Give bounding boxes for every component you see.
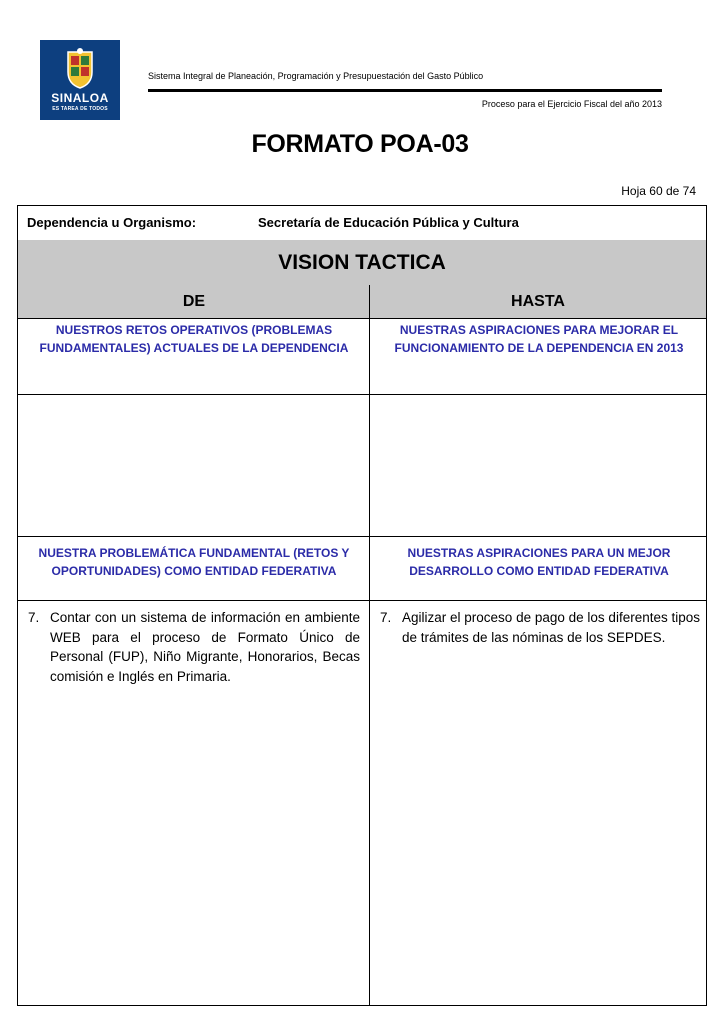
column-header-de: DE: [182, 293, 206, 310]
column-header-hasta: HASTA: [511, 293, 565, 310]
list-item: [28, 608, 360, 686]
item-text: Contar con un sistema de información en ambiente WEB para el proceso de Formato Único de Personal (FUP), Niño Migrante, Honorarios, Becas comisión e Inglés en Primaria.: [50, 610, 360, 684]
sinaloa-logo: [40, 40, 120, 120]
row-divider: [18, 536, 706, 537]
block1-right-heading: NUESTRAS ASPIRACIONES PARA MEJORAR EL FUNCIONAMIENTO DE LA DEPENDENCIA EN 2013: [394, 323, 684, 355]
coat-of-arms-icon: [62, 48, 98, 90]
block1-left-heading: NUESTROS RETOS OPERATIVOS (PROBLEMAS FUNDAMENTALES) ACTUALES DE LA DEPENDENCIA: [39, 323, 349, 355]
column-divider: [369, 285, 370, 1005]
vision-table: [17, 205, 707, 1006]
row-divider: [18, 394, 706, 395]
list-item: [380, 608, 700, 647]
section-title: VISION TACTICA: [18, 240, 706, 286]
dependency-label: Dependencia u Organismo:: [27, 215, 197, 230]
format-title: FORMATO POA-03: [251, 130, 469, 158]
item-number: 7.: [380, 610, 392, 625]
block2-left-heading: NUESTRA PROBLEMÁTICA FUNDAMENTAL (RETOS Y OPORTUNIDADES) COMO ENTIDAD FEDERATIVA: [38, 546, 350, 578]
header-divider: [148, 89, 662, 92]
page-counter: Hoja 60 de 74: [621, 184, 696, 198]
row-divider: [18, 600, 706, 601]
block2-right-heading: NUESTRAS ASPIRACIONES PARA UN MEJOR DESARROLLO COMO ENTIDAD FEDERATIVA: [407, 546, 671, 578]
logo-tagline: ES TAREA DE TODOS: [52, 106, 108, 112]
item-number: 7.: [28, 610, 40, 625]
fiscal-year-line: Proceso para el Ejercicio Fiscal del año 2013: [481, 99, 662, 109]
dependency-value: Secretaría de Educación Pública y Cultura: [258, 215, 519, 230]
dependency-row: [18, 206, 706, 241]
logo-name: SINALOA: [51, 91, 109, 105]
column-header-row: [18, 285, 706, 319]
item-text: Agilizar el proceso de pago de los diferentes tipos de trámites de las nóminas de los SEPDES.: [402, 610, 700, 645]
system-title: Sistema Integral de Planeación, Programación y Presupuestación del Gasto Público: [148, 71, 484, 81]
